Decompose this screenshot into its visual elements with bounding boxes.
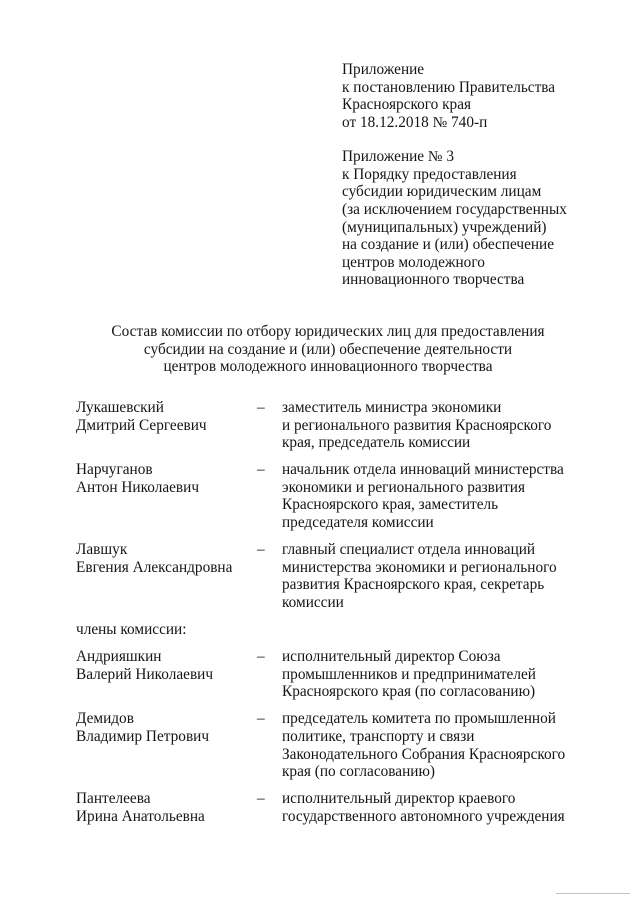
role-line: председатель комитета по промышленной [282,710,556,728]
header-line: (за исключением государственных [342,200,567,218]
person-role [282,710,565,780]
surname: Андрияшкин [76,648,162,666]
role-line: государственного автономного учреждения [282,807,565,825]
person-name [76,790,257,825]
header-line: к постановлению Правительства [342,78,556,96]
roster-row-member [0,710,640,780]
person-name [76,648,257,701]
roster-row-deputy-chair [0,461,640,531]
given-names: Владимир Петрович [76,728,210,746]
resolution-appendix-reference [342,61,567,131]
surname: Лавшук [76,540,128,558]
separator-dash: – [257,540,265,558]
person-name [76,461,257,531]
surname: Лукашевский [76,399,164,416]
role-line: главный специалист отдела инноваций [282,540,536,558]
header-line: на создание и (или) обеспечение [342,236,555,254]
given-names: Евгения Александровна [76,558,233,576]
given-names: Валерий Николаевич [76,665,214,683]
role-line: экономики и регионального развития [282,478,525,496]
role-line: развития Красноярского края, секретарь [282,576,545,594]
surname: Демидов [76,710,134,728]
person-name [76,541,257,611]
header-line: инновационного творчества [342,271,525,289]
title-line: субсидии на создание и (или) обеспечение деятельности [143,340,513,358]
title-line: центров молодежного инновационного творчества [163,358,493,376]
role-line: министерства экономики и регионального [282,558,557,576]
person-role [282,399,551,452]
role-line: заместитель министра экономики [282,399,502,416]
roster-row-chair [0,399,640,452]
header-line: (муниципальных) учреждений) [342,218,547,236]
role-line: политике, транспорту и связи [282,728,475,746]
person-role [282,790,565,825]
appendix-3-reference [342,148,567,289]
roster-row-member [0,790,640,825]
given-names: Дмитрий Сергеевич [76,416,207,434]
surname: Пантелеева [76,790,151,808]
header-line: субсидии юридическим лицам [342,183,542,201]
header-line: Красноярского края [342,96,472,114]
role-line: председателя комиссии [282,513,434,531]
appendix-header [342,61,567,289]
header-line: центров молодежного [342,253,485,271]
header-line: Приложение № 3 [342,148,454,166]
role-line: Красноярского края, заместитель [282,496,499,514]
person-name [76,710,257,780]
person-role [282,648,536,701]
resolution-date-number: от 18.12.2018 № 740-п [342,113,488,131]
header-line: Приложение [342,61,425,78]
role-line: края, председатель комиссии [282,434,471,452]
header-line: к Порядку предоставления [342,165,517,183]
role-line: Красноярского края (по согласованию) [282,683,536,701]
role-line: исполнительный директор Союза [282,648,501,666]
role-line: начальник отдела инноваций министерства [282,461,564,479]
surname: Нарчуганов [76,461,153,479]
person-name [76,399,257,452]
role-line: края (по согласованию) [282,763,435,781]
separator-dash: – [257,648,265,666]
person-role [282,541,557,611]
roster-row-secretary [0,541,640,611]
role-line: и регионального развития Красноярского [282,416,552,434]
role-line: исполнительный директор краевого [282,790,516,808]
document-title [16,323,640,376]
roster-row-member [0,648,640,701]
commission-roster [0,399,640,835]
separator-dash: – [257,790,265,808]
separator-dash: – [257,710,265,728]
given-names: Ирина Анатольевна [76,807,205,825]
role-line: комиссии [282,593,344,611]
role-line: Законодательного Собрания Красноярского [282,745,566,763]
role-line: промышленников и предпринимателей [282,665,536,683]
person-role [282,461,564,531]
separator-dash: – [257,399,265,416]
members-section-label: члены комиссии: [76,620,187,638]
scan-edge-mark [556,893,630,894]
title-line: Состав комиссии по отбору юридических лиц для предоставления [111,323,545,340]
separator-dash: – [257,461,265,479]
given-names: Антон Николаевич [76,478,200,496]
